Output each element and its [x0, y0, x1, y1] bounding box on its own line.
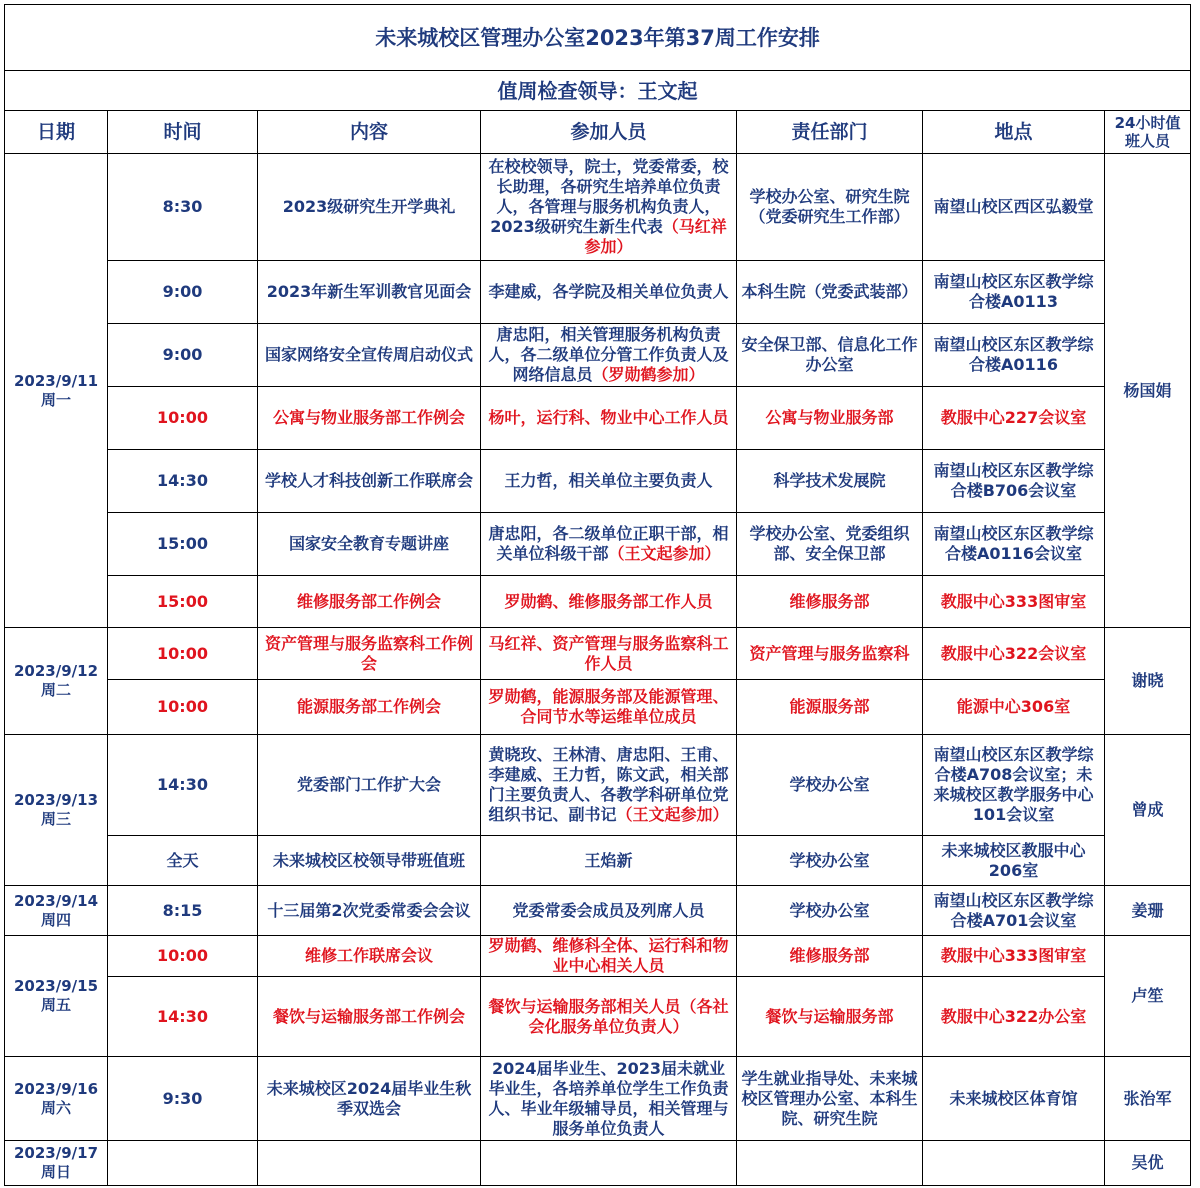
table-row — [5, 886, 1191, 936]
time-cell: 8:30 — [108, 154, 258, 261]
content-cell: 学校人才科技创新工作联席会 — [258, 450, 481, 513]
duty-person-cell: 姜珊 — [1105, 886, 1191, 936]
participants-text: 餐饮与运输服务部相关人员（各社会化服务单位负责人） — [488, 996, 729, 1036]
time-cell: 14:30 — [108, 450, 258, 513]
participants-text: 党委常委会成员及列席人员 — [512, 900, 705, 920]
date-value: 2023/9/12 — [13, 662, 99, 680]
time-cell: 15:00 — [108, 513, 258, 576]
header-dept: 责任部门 — [737, 111, 923, 154]
time-cell: 全天 — [108, 836, 258, 886]
date-value: 2023/9/13 — [13, 791, 99, 809]
content-cell: 能源服务部工作例会 — [258, 680, 481, 735]
date-value: 2023/9/16 — [13, 1079, 99, 1098]
participants-text: 黄晓玫、王林清、唐忠阳、王甫、李建威、王力哲，陈文武，相关部门主要负责人、各教学科研单位党组织书记、副书记 — [488, 745, 729, 824]
table-row — [5, 387, 1191, 450]
participants-text: 在校校领导，院士，党委常委，校长助理，各研究生培养单位负责人，各管理与服务机构负责人，2023级研究生新生代表 — [488, 157, 729, 236]
time-cell: 15:00 — [108, 576, 258, 628]
content-cell: 国家安全教育专题讲座 — [258, 513, 481, 576]
table-row — [5, 680, 1191, 735]
schedule-table — [4, 4, 1191, 1186]
date-value: 2023/9/11 — [13, 371, 99, 390]
duty-person-cell: 杨国娟 — [1105, 154, 1191, 628]
content-cell: 未来城校区校领导带班值班 — [258, 836, 481, 886]
weekday-value: 周五 — [40, 996, 71, 1014]
time-cell: 9:00 — [108, 261, 258, 324]
header-date: 日期 — [5, 111, 108, 154]
page-title: 未来城校区管理办公室2023年第37周工作安排 — [5, 5, 1191, 71]
participants-note: （罗勋鹤参加） — [592, 365, 705, 384]
duty-person-cell: 卢笙 — [1105, 936, 1191, 1057]
dept-cell: 学校办公室 — [737, 836, 923, 886]
dept-cell: 餐饮与运输服务部 — [737, 977, 923, 1057]
participants-cell — [481, 628, 737, 680]
participants-note: （王文起参加） — [616, 805, 729, 824]
table-row — [5, 735, 1191, 836]
table-row — [5, 936, 1191, 977]
time-cell: 10:00 — [108, 387, 258, 450]
content-cell: 维修服务部工作例会 — [258, 576, 481, 628]
content-cell: 未来城校区2024届毕业生秋季双选会 — [258, 1057, 481, 1141]
participants-text: 罗勋鹤、维修科全体、运行科和物业中心相关人员 — [488, 936, 729, 975]
participants-note: （王文起参加） — [608, 544, 721, 563]
location-cell — [923, 1141, 1105, 1186]
dept-cell: 维修服务部 — [737, 936, 923, 977]
participants-text: 2024届毕业生、2023届未就业毕业生，各培养单位学生工作负责人、毕业年级辅导员，相关管理与服务单位负责人 — [488, 1058, 729, 1138]
location-cell: 南望山校区东区教学综合楼B706会议室 — [923, 450, 1105, 513]
duty-person-cell: 吴优 — [1105, 1141, 1191, 1186]
time-cell: 10:00 — [108, 936, 258, 977]
weekday-value: 周六 — [40, 1098, 71, 1117]
participants-cell — [481, 1057, 737, 1141]
time-cell: 14:30 — [108, 977, 258, 1057]
duty-person-cell: 曾成 — [1105, 735, 1191, 886]
weekday-value: 周二 — [40, 681, 71, 699]
time-cell: 14:30 — [108, 735, 258, 836]
weekday-value: 周一 — [40, 390, 71, 409]
dept-cell: 学校办公室、研究生院（党委研究生工作部） — [737, 154, 923, 261]
content-cell: 国家网络安全宣传周启动仪式 — [258, 324, 481, 387]
date-cell — [5, 1057, 108, 1141]
participants-cell — [481, 513, 737, 576]
date-cell — [5, 628, 108, 735]
dept-cell: 学校办公室 — [737, 735, 923, 836]
participants-text: 唐忠阳，各二级单位正职干部，相关单位科级干部 — [488, 524, 729, 563]
location-cell: 教服中心333图审室 — [923, 936, 1105, 977]
content-cell — [258, 1141, 481, 1186]
participants-text: 唐忠阳，相关管理服务机构负责人，各二级单位分管工作负责人及网络信息员 — [488, 325, 729, 384]
location-cell: 未来城校区教服中心206室 — [923, 836, 1105, 886]
location-cell: 教服中心322会议室 — [923, 628, 1105, 680]
weekday-value: 周三 — [40, 810, 71, 828]
participants-text: 罗勋鹤、维修服务部工作人员 — [504, 591, 713, 611]
participants-text: 罗勋鹤，能源服务部及能源管理、合同节水等运维单位成员 — [488, 687, 729, 726]
weekday-value: 周日 — [40, 1163, 71, 1181]
header-participants: 参加人员 — [481, 111, 737, 154]
dept-cell: 维修服务部 — [737, 576, 923, 628]
location-cell: 南望山校区西区弘毅堂 — [923, 154, 1105, 261]
dept-cell: 本科生院（党委武装部） — [737, 261, 923, 324]
location-cell: 南望山校区东区教学综合楼A0113 — [923, 261, 1105, 324]
time-cell — [108, 1141, 258, 1186]
duty-person-cell: 张治军 — [1105, 1057, 1191, 1141]
location-cell: 教服中心333图审室 — [923, 576, 1105, 628]
dept-cell: 能源服务部 — [737, 680, 923, 735]
participants-cell — [481, 324, 737, 387]
participants-text: 马红祥、资产管理与服务监察科工作人员 — [488, 633, 729, 673]
content-cell: 公寓与物业服务部工作例会 — [258, 387, 481, 450]
table-row — [5, 261, 1191, 324]
participants-cell — [481, 936, 737, 977]
participants-cell — [481, 977, 737, 1057]
content-cell: 2023年新生军训教官见面会 — [258, 261, 481, 324]
dept-cell: 科学技术发展院 — [737, 450, 923, 513]
date-cell — [5, 936, 108, 1057]
weekday-value: 周四 — [40, 910, 71, 929]
dept-cell: 公寓与物业服务部 — [737, 387, 923, 450]
date-cell — [5, 735, 108, 886]
content-cell: 2023级研究生开学典礼 — [258, 154, 481, 261]
time-cell: 10:00 — [108, 628, 258, 680]
table-row — [5, 1057, 1191, 1141]
date-cell — [5, 886, 108, 936]
header-time: 时间 — [108, 111, 258, 154]
participants-text: 王焰新 — [584, 850, 633, 870]
time-cell: 9:00 — [108, 324, 258, 387]
time-cell: 10:00 — [108, 680, 258, 735]
content-cell: 维修工作联席会议 — [258, 936, 481, 977]
content-cell: 党委部门工作扩大会 — [258, 735, 481, 836]
content-cell: 资产管理与服务监察科工作例会 — [258, 628, 481, 680]
participants-cell — [481, 154, 737, 261]
date-value: 2023/9/14 — [13, 891, 99, 910]
participants-cell — [481, 576, 737, 628]
location-cell: 未来城校区体育馆 — [923, 1057, 1105, 1141]
dept-cell: 学校办公室、党委组织部、安全保卫部 — [737, 513, 923, 576]
table-row — [5, 324, 1191, 387]
location-cell: 南望山校区东区教学综合楼A0116 — [923, 324, 1105, 387]
location-cell: 教服中心322办公室 — [923, 977, 1105, 1057]
table-row — [5, 450, 1191, 513]
header-location: 地点 — [923, 111, 1105, 154]
table-row — [5, 977, 1191, 1057]
table-row — [5, 1141, 1191, 1186]
content-cell: 餐饮与运输服务部工作例会 — [258, 977, 481, 1057]
location-cell: 南望山校区东区教学综合楼A708会议室；未来城校区教学服务中心101会议室 — [923, 735, 1105, 836]
date-cell — [5, 154, 108, 628]
dept-cell: 安全保卫部、信息化工作办公室 — [737, 324, 923, 387]
time-cell: 8:15 — [108, 886, 258, 936]
date-value: 2023/9/15 — [13, 977, 99, 995]
header-duty: 24小时值班人员 — [1105, 111, 1191, 154]
location-cell: 南望山校区东区教学综合楼A0116会议室 — [923, 513, 1105, 576]
dept-cell: 学生就业指导处、未来城校区管理办公室、本科生院、研究生院 — [737, 1057, 923, 1141]
date-cell — [5, 1141, 108, 1186]
participants-text: 杨叶，运行科、物业中心工作人员 — [488, 408, 729, 427]
table-row — [5, 628, 1191, 680]
dept-cell: 资产管理与服务监察科 — [737, 628, 923, 680]
participants-cell — [481, 735, 737, 836]
location-cell: 教服中心227会议室 — [923, 387, 1105, 450]
table-row — [5, 836, 1191, 886]
participants-cell — [481, 387, 737, 450]
content-cell: 十三届第2次党委常委会会议 — [258, 886, 481, 936]
time-cell: 9:30 — [108, 1057, 258, 1141]
participants-cell — [481, 261, 737, 324]
duty-person-cell: 谢晓 — [1105, 628, 1191, 735]
duty-leader: 值周检查领导：王文起 — [5, 71, 1191, 111]
dept-cell: 学校办公室 — [737, 886, 923, 936]
dept-cell — [737, 1141, 923, 1186]
table-row — [5, 154, 1191, 261]
participants-note: （马红祥参加） — [584, 217, 727, 256]
table-row — [5, 576, 1191, 628]
schedule-body — [5, 154, 1191, 1186]
location-cell: 南望山校区东区教学综合楼A701会议室 — [923, 886, 1105, 936]
participants-cell — [481, 1141, 737, 1186]
table-row — [5, 513, 1191, 576]
header-content: 内容 — [258, 111, 481, 154]
location-cell: 能源中心306室 — [923, 680, 1105, 735]
participants-cell — [481, 680, 737, 735]
participants-cell — [481, 886, 737, 936]
participants-text: 李建威，各学院及相关单位负责人 — [488, 282, 729, 301]
participants-cell — [481, 836, 737, 886]
date-value: 2023/9/17 — [13, 1144, 99, 1162]
participants-cell — [481, 450, 737, 513]
participants-text: 王力哲，相关单位主要负责人 — [504, 471, 713, 490]
